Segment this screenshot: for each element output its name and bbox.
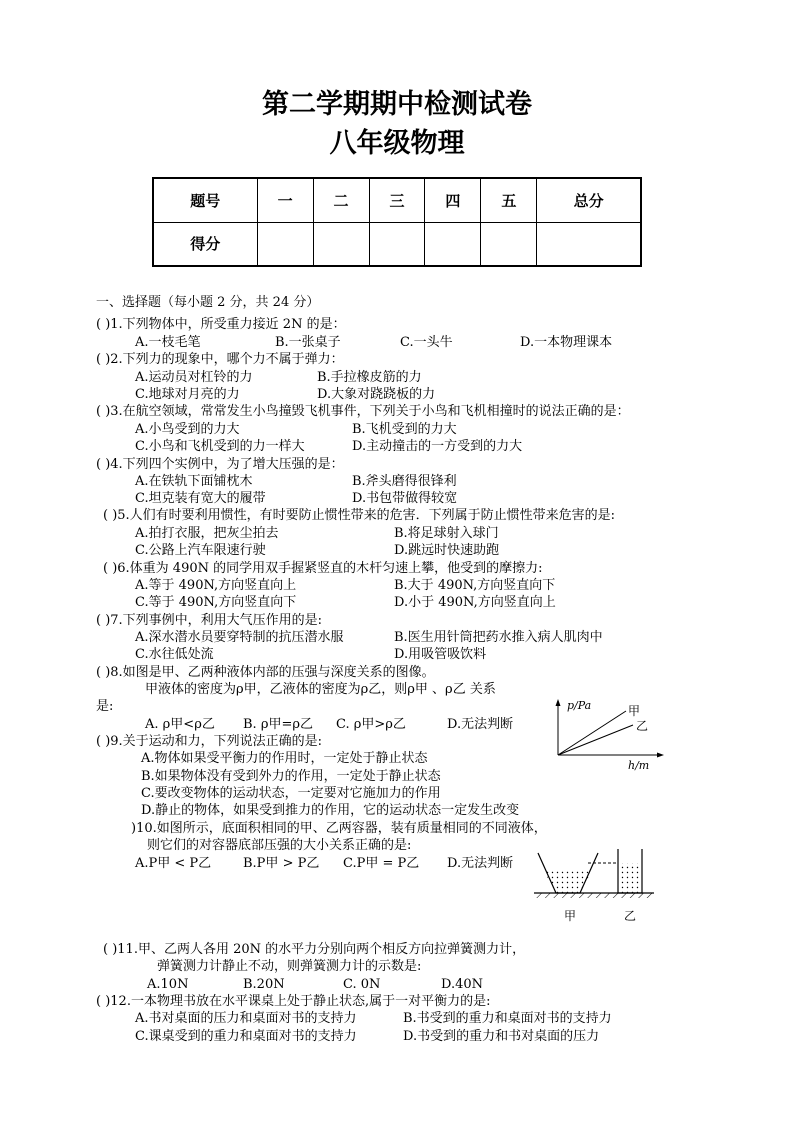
option: B.飞机受到的力大 (352, 422, 457, 437)
score-cell[interactable] (481, 222, 537, 266)
table-row (153, 178, 641, 222)
question-continuation: 甲液体的密度为ρ甲，乙液体的密度为ρ乙，则ρ甲 、ρ乙 关系 (145, 682, 496, 697)
question-stem: ( )3.在航空领域，常常发生小鸟撞毁飞机事件，下列关于小鸟和飞机相撞时的说法正确的是： (96, 404, 630, 419)
question-stem: ( )9.关于运动和力，下列说法正确的是: (96, 734, 323, 749)
option: C.P甲 = P乙 (343, 856, 420, 871)
line-jia (558, 711, 626, 755)
question-stem: ( )7.下列事例中，利用大气压作用的是: (96, 613, 323, 628)
question-continuation: 弹簧测力计静止不动，则弹簧测力计的示数是: (157, 959, 422, 974)
table-row (153, 222, 641, 266)
option: A.深水潜水员要穿特制的抗压潜水服 (135, 630, 344, 645)
option: D.静止的物体，如果受到推力的作用，它的运动状态一定发生改变 (141, 803, 520, 818)
option: A. ρ甲<ρ乙 (145, 717, 215, 732)
option: D.主动撞击的一方受到的力大 (352, 439, 523, 454)
score-table (152, 177, 642, 267)
option: D.书包带做得较宽 (352, 491, 458, 506)
x-axis-arrow (657, 753, 664, 758)
option: A.等于 490N,方向竖直向上 (135, 578, 297, 593)
table-header-cell: 二 (313, 178, 369, 222)
option: A.物体如果受平衡力的作用时，一定处于静止状态 (141, 751, 428, 766)
option: D.书受到的重力和书对桌面的压力 (403, 1029, 600, 1044)
x-axis-label: h/m (628, 759, 650, 772)
option: B.医生用针筒把药水推入病人肌肉中 (394, 630, 603, 645)
option: D.大象对跷跷板的力 (317, 387, 436, 402)
question-stem: ( )5.人们有时要利用惯性，有时要防止惯性带来的危害．下列属于防止惯性带来危害的是: (103, 508, 616, 523)
table-header-cell: 总分 (537, 178, 641, 222)
line-yi-label: 乙 (636, 719, 649, 733)
option: A.10N (147, 977, 189, 992)
option: A.P甲 < P乙 (135, 856, 212, 871)
option: A.拍打衣服，把灰尘拍去 (135, 526, 279, 541)
question-stem: ( )12.一本物理书放在水平课桌上处于静止状态,属于一对平衡力的是: (96, 994, 491, 1009)
table-header-cell: 三 (369, 178, 425, 222)
option: D.无法判断 (447, 717, 514, 732)
option: D.无法判断 (447, 856, 514, 871)
option: A.书对桌面的压力和桌面对书的支持力 (135, 1011, 357, 1026)
question-stem: ( )6.体重为 490N 的同学用双手握紧竖直的木杆匀速上攀，他受到的摩擦力: (103, 561, 543, 576)
score-cell[interactable] (425, 222, 481, 266)
container-yi-label: 乙 (624, 909, 637, 923)
option: D.跳远时快速助跑 (394, 543, 500, 558)
option: B.20N (243, 977, 285, 992)
y-axis-arrow (556, 699, 561, 706)
option: B.手拉橡皮筋的力 (317, 370, 422, 385)
table-header-cell: 一 (257, 178, 313, 222)
option: A.在铁轨下面铺枕木 (135, 474, 253, 489)
table-header-cell: 四 (425, 178, 481, 222)
option: C.课桌受到的重力和桌面对书的支持力 (135, 1029, 357, 1044)
option: C.公路上汽车限速行驶 (135, 543, 266, 558)
option: A.小鸟受到的力大 (135, 422, 240, 437)
option: B.书受到的重力和桌面对书的支持力 (403, 1011, 612, 1026)
option: C. ρ甲>ρ乙 (336, 717, 406, 732)
question-stem: ( )4.下列四个实例中，为了增大压强的是： (96, 457, 344, 472)
line-yi (558, 725, 633, 755)
option: C.等于 490N,方向竖直向下 (135, 595, 297, 610)
containers-figure (530, 845, 670, 925)
option: B.将足球射入球门 (394, 526, 499, 541)
option: C.一头牛 (400, 335, 453, 350)
option: D.用吸管吸饮料 (394, 647, 487, 662)
ground-hatch (534, 893, 654, 898)
option: D.一本物理课本 (520, 335, 613, 350)
option: B. ρ甲=ρ乙 (243, 717, 313, 732)
option: B.斧头磨得很锋利 (352, 474, 457, 489)
question-continuation: 则它们的对容器底部压强的大小关系正确的是: (147, 838, 412, 853)
question-stem: ( )11.甲、乙两人各用 20N 的水平力分别向两个相反方向拉弹簧测力计， (103, 942, 526, 957)
option: C.坦克装有宽大的履带 (135, 491, 266, 506)
table-header-cell: 五 (481, 178, 537, 222)
option: C.小鸟和飞机受到的力一样大 (135, 439, 305, 454)
question-stem: ( )1.下列物体中，所受重力接近 2N 的是： (96, 317, 346, 332)
question-stem: )10.如图所示，底面积相同的甲、乙两容器，装有质量相同的不同液体， (131, 821, 547, 836)
section-title: 一、选择题（每小题 2 分，共 24 分） (96, 295, 320, 310)
option: B.如果物体没有受到外力的作用，一定处于静止状态 (141, 769, 441, 784)
option: B.P甲 > P乙 (243, 856, 320, 871)
exam-subtitle: 八年级物理 (329, 128, 465, 159)
question-continuation: 是: (96, 699, 114, 714)
table-header-cell: 题号 (153, 178, 257, 222)
option: A.一枝毛笔 (135, 335, 201, 350)
score-cell[interactable] (537, 222, 641, 266)
table-row-label: 得分 (153, 222, 257, 266)
option: C.要改变物体的运动状态，一定要对它施加力的作用 (141, 786, 441, 801)
y-axis-label: p/Pa (567, 699, 592, 712)
score-cell[interactable] (369, 222, 425, 266)
score-cell[interactable] (257, 222, 313, 266)
exam-title: 第二学期期中检测试卷 (262, 89, 532, 120)
container-jia-label: 甲 (564, 909, 577, 923)
option: C.地球对月亮的力 (135, 387, 240, 402)
question-stem: ( )2.下列力的现象中，哪个力不属于弹力： (96, 352, 344, 367)
option: C.水往低处流 (135, 647, 214, 662)
liquid-yi (618, 863, 642, 893)
line-jia-label: 甲 (628, 704, 641, 718)
option: A.运动员对杠铃的力 (135, 370, 253, 385)
option: D.小于 490N,方向竖直向上 (394, 595, 556, 610)
score-cell[interactable] (313, 222, 369, 266)
option: D.40N (441, 977, 484, 992)
question-stem: ( )8.如图是甲、乙两种液体内部的压强与深度关系的图像。 (96, 665, 435, 680)
option: C. 0N (343, 977, 381, 992)
option: B.一张桌子 (275, 335, 341, 350)
option: B.大于 490N,方向竖直向下 (394, 578, 556, 593)
pressure-depth-graph (548, 697, 668, 772)
